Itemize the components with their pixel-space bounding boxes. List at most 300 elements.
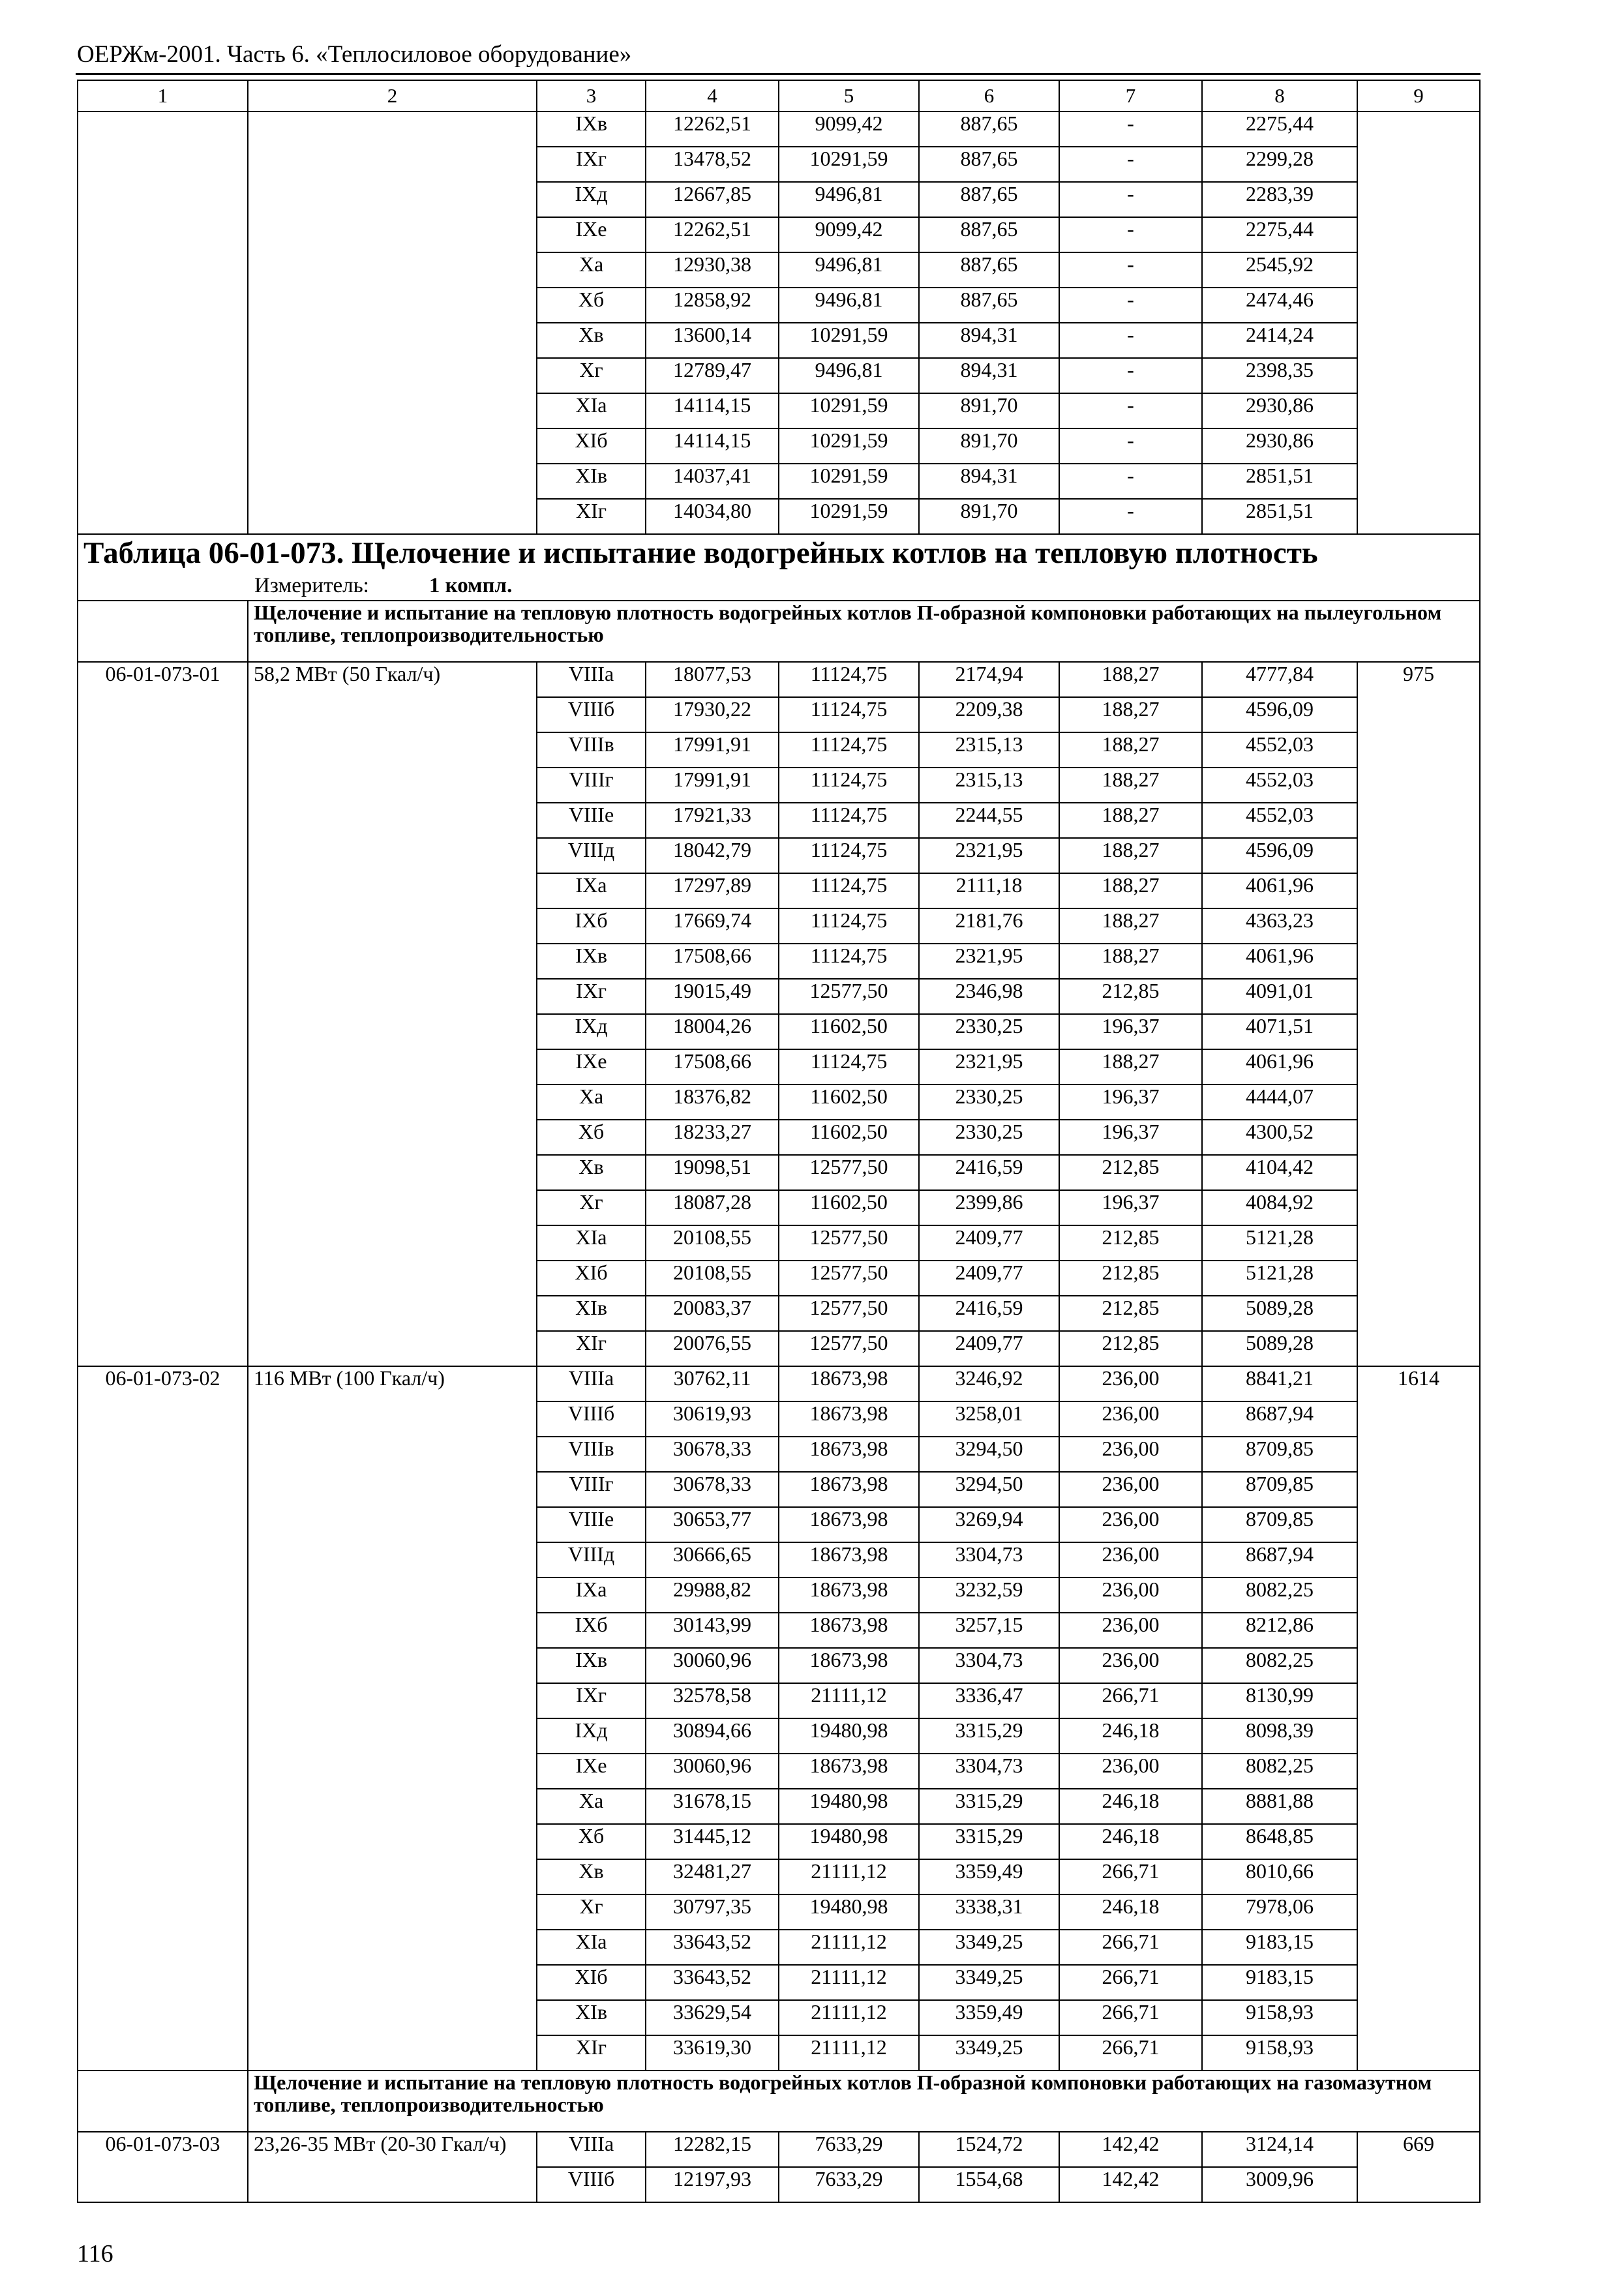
value-cell: 887,65 (919, 147, 1059, 182)
value-cell: 5121,28 (1202, 1261, 1357, 1296)
norm-code-cell: 06-01-073-02 (78, 1366, 248, 2071)
value-cell: IXе (537, 1754, 646, 1789)
value-cell: 188,27 (1059, 873, 1202, 908)
value-cell: 11124,75 (779, 1049, 919, 1085)
value-cell: XIв (537, 464, 646, 499)
value-cell: IXв (537, 112, 646, 147)
value-cell: 266,71 (1059, 1683, 1202, 1718)
value-cell: 887,65 (919, 288, 1059, 323)
value-cell: 12789,47 (646, 358, 779, 393)
value-cell: 4300,52 (1202, 1120, 1357, 1155)
value-cell: 196,37 (1059, 1085, 1202, 1120)
value-cell: IXв (537, 944, 646, 979)
value-cell: 2330,25 (919, 1120, 1059, 1155)
value-cell: 14114,15 (646, 393, 779, 428)
value-cell: 30060,96 (646, 1754, 779, 1789)
section-text: Щелочение и испытание на тепловую плотность водогрейных котлов П-образной компоновки работающих на газомазутном топливе, теплопроизводительностью (254, 2071, 1432, 2116)
norm-code-cell: 06-01-073-03 (78, 2132, 248, 2202)
value-cell: 9099,42 (779, 217, 919, 252)
value-cell: 2851,51 (1202, 464, 1357, 499)
value-cell: 3338,31 (919, 1894, 1059, 1930)
section-text-cell (248, 2071, 1480, 2132)
value-cell: 2409,77 (919, 1225, 1059, 1261)
value-cell: 18042,79 (646, 838, 779, 873)
value-cell: 17508,66 (646, 1049, 779, 1085)
value-cell: 3336,47 (919, 1683, 1059, 1718)
value-cell: 11124,75 (779, 873, 919, 908)
value-cell: 2275,44 (1202, 112, 1357, 147)
section-text: Щелочение и испытание на тепловую плотность водогрейных котлов П-образной компоновки работающих на пылеугольном топливе, теплопроизводительностью (254, 601, 1442, 646)
value-cell: 3269,94 (919, 1507, 1059, 1542)
value-cell: 9183,15 (1202, 1930, 1357, 1965)
norm-name-cell: 23,26-35 МВт (20-30 Гкал/ч) (248, 2132, 537, 2202)
value-cell: 188,27 (1059, 662, 1202, 697)
value-cell: 30797,35 (646, 1894, 779, 1930)
value-cell: - (1059, 112, 1202, 147)
value-cell: 8709,85 (1202, 1507, 1357, 1542)
value-cell: 188,27 (1059, 908, 1202, 944)
value-cell: 17991,91 (646, 732, 779, 768)
value-cell: 12577,50 (779, 1155, 919, 1190)
value-cell: 3304,73 (919, 1754, 1059, 1789)
value-cell: - (1059, 393, 1202, 428)
col9-cell: 975 (1357, 662, 1480, 1366)
value-cell: 11124,75 (779, 944, 919, 979)
value-cell: 212,85 (1059, 1155, 1202, 1190)
value-cell: 2275,44 (1202, 217, 1357, 252)
value-cell: 18673,98 (779, 1472, 919, 1507)
value-cell: 2315,13 (919, 768, 1059, 803)
value-cell: 236,00 (1059, 1401, 1202, 1437)
value-cell: 33629,54 (646, 2000, 779, 2035)
value-cell: VIIIе (537, 803, 646, 838)
value-cell: 188,27 (1059, 732, 1202, 768)
value-cell: 19480,98 (779, 1894, 919, 1930)
value-cell: 18233,27 (646, 1120, 779, 1155)
value-cell: VIIIг (537, 1472, 646, 1507)
header-divider (76, 73, 1481, 75)
value-cell: 8709,85 (1202, 1437, 1357, 1472)
value-cell: 8687,94 (1202, 1401, 1357, 1437)
value-cell: 4552,03 (1202, 768, 1357, 803)
value-cell: 2409,77 (919, 1261, 1059, 1296)
norm-code-cell (78, 112, 248, 534)
value-cell: 8130,99 (1202, 1683, 1357, 1718)
value-cell: 894,31 (919, 464, 1059, 499)
value-cell: 2315,13 (919, 732, 1059, 768)
table-body (78, 80, 1480, 2202)
value-cell: 12667,85 (646, 182, 779, 217)
value-cell: 236,00 (1059, 1472, 1202, 1507)
section-empty-cell (78, 2071, 248, 2132)
value-cell: 196,37 (1059, 1190, 1202, 1225)
value-cell: 3315,29 (919, 1824, 1059, 1859)
value-cell: 2930,86 (1202, 393, 1357, 428)
value-cell: IXа (537, 1578, 646, 1613)
value-cell: 18376,82 (646, 1085, 779, 1120)
value-cell: Xв (537, 1859, 646, 1894)
value-cell: 188,27 (1059, 803, 1202, 838)
value-cell: 30619,93 (646, 1401, 779, 1437)
value-cell: 2321,95 (919, 1049, 1059, 1085)
value-cell: 196,37 (1059, 1014, 1202, 1049)
value-cell: 19480,98 (779, 1824, 919, 1859)
value-cell: 887,65 (919, 252, 1059, 288)
value-cell: XIа (537, 1930, 646, 1965)
value-cell: 236,00 (1059, 1578, 1202, 1613)
value-cell: 4596,09 (1202, 697, 1357, 732)
value-cell: 21111,12 (779, 1965, 919, 2000)
value-cell: 12577,50 (779, 1331, 919, 1366)
value-cell: 891,70 (919, 393, 1059, 428)
value-cell: 21111,12 (779, 1930, 919, 1965)
value-cell: 32481,27 (646, 1859, 779, 1894)
value-cell: 2416,59 (919, 1296, 1059, 1331)
value-cell: 30894,66 (646, 1718, 779, 1754)
value-cell: 2321,95 (919, 944, 1059, 979)
value-cell: 4444,07 (1202, 1085, 1357, 1120)
section-header-row (78, 2071, 1480, 2132)
value-cell: 142,42 (1059, 2167, 1202, 2202)
value-cell: 7978,06 (1202, 1894, 1357, 1930)
value-cell: 5089,28 (1202, 1331, 1357, 1366)
value-cell: - (1059, 182, 1202, 217)
meter-value: 1 компл. (429, 574, 513, 597)
value-cell: 8010,66 (1202, 1859, 1357, 1894)
value-cell: 246,18 (1059, 1789, 1202, 1824)
value-cell: 18673,98 (779, 1754, 919, 1789)
value-cell: VIIIг (537, 768, 646, 803)
value-cell: 4552,03 (1202, 803, 1357, 838)
value-cell: 18087,28 (646, 1190, 779, 1225)
value-cell: 21111,12 (779, 1859, 919, 1894)
value-cell: 9496,81 (779, 252, 919, 288)
value-cell: Xа (537, 1085, 646, 1120)
value-cell: 18673,98 (779, 1542, 919, 1578)
value-cell: 9158,93 (1202, 2035, 1357, 2071)
value-cell: 11602,50 (779, 1190, 919, 1225)
value-cell: 3349,25 (919, 1965, 1059, 2000)
value-cell: 32578,58 (646, 1683, 779, 1718)
value-cell: - (1059, 252, 1202, 288)
value-cell: 5121,28 (1202, 1225, 1357, 1261)
value-cell: 14034,80 (646, 499, 779, 534)
value-cell: 2330,25 (919, 1014, 1059, 1049)
value-cell: 30653,77 (646, 1507, 779, 1542)
value-cell: 8212,86 (1202, 1613, 1357, 1648)
col-number: 8 (1202, 80, 1357, 112)
value-cell: 18673,98 (779, 1437, 919, 1472)
value-cell: 1524,72 (919, 2132, 1059, 2167)
value-cell: 11124,75 (779, 908, 919, 944)
value-cell: VIIIб (537, 697, 646, 732)
value-cell: VIIIб (537, 2167, 646, 2202)
value-cell: IXд (537, 182, 646, 217)
value-cell: 8881,88 (1202, 1789, 1357, 1824)
value-cell: 4596,09 (1202, 838, 1357, 873)
value-cell: 2474,46 (1202, 288, 1357, 323)
value-cell: 2399,86 (919, 1190, 1059, 1225)
value-cell: 30143,99 (646, 1613, 779, 1648)
value-cell: 18673,98 (779, 1613, 919, 1648)
value-cell: 20108,55 (646, 1261, 779, 1296)
value-cell: 11124,75 (779, 838, 919, 873)
value-cell: 212,85 (1059, 1225, 1202, 1261)
value-cell: 19015,49 (646, 979, 779, 1014)
value-cell: 188,27 (1059, 944, 1202, 979)
value-cell: 21111,12 (779, 2000, 919, 2035)
value-cell: 4777,84 (1202, 662, 1357, 697)
value-cell: 212,85 (1059, 1261, 1202, 1296)
value-cell: 236,00 (1059, 1648, 1202, 1683)
value-cell: 11602,50 (779, 1014, 919, 1049)
value-cell: 9496,81 (779, 182, 919, 217)
value-cell: 2209,38 (919, 697, 1059, 732)
value-cell: VIIIд (537, 1542, 646, 1578)
value-cell: 4091,01 (1202, 979, 1357, 1014)
value-cell: 30678,33 (646, 1437, 779, 1472)
value-cell: 4061,96 (1202, 873, 1357, 908)
value-cell: XIв (537, 1296, 646, 1331)
value-cell: IXд (537, 1014, 646, 1049)
value-cell: Xв (537, 323, 646, 358)
col-number: 4 (646, 80, 779, 112)
value-cell: - (1059, 288, 1202, 323)
value-cell: 11602,50 (779, 1120, 919, 1155)
value-cell: 891,70 (919, 499, 1059, 534)
value-cell: 18004,26 (646, 1014, 779, 1049)
value-cell: 12858,92 (646, 288, 779, 323)
value-cell: 2346,98 (919, 979, 1059, 1014)
value-cell: - (1059, 323, 1202, 358)
norms-table (77, 80, 1481, 2203)
section-empty-cell (78, 601, 248, 662)
value-cell: XIг (537, 1331, 646, 1366)
value-cell: - (1059, 217, 1202, 252)
value-cell: 13600,14 (646, 323, 779, 358)
value-cell: 9158,93 (1202, 2000, 1357, 2035)
value-cell: 2283,39 (1202, 182, 1357, 217)
value-cell: 236,00 (1059, 1754, 1202, 1789)
meter-label: Измеритель: (254, 574, 369, 597)
value-cell: 20083,37 (646, 1296, 779, 1331)
col9-cell (1357, 112, 1480, 534)
value-cell: 9183,15 (1202, 1965, 1357, 2000)
value-cell: Xа (537, 1789, 646, 1824)
value-cell: 14037,41 (646, 464, 779, 499)
value-cell: 8082,25 (1202, 1648, 1357, 1683)
value-cell: XIа (537, 1225, 646, 1261)
value-cell: 29988,82 (646, 1578, 779, 1613)
value-cell: 2299,28 (1202, 147, 1357, 182)
value-cell: 2398,35 (1202, 358, 1357, 393)
value-cell: 20108,55 (646, 1225, 779, 1261)
value-cell: 30762,11 (646, 1366, 779, 1401)
value-cell: 9099,42 (779, 112, 919, 147)
value-cell: 2545,92 (1202, 252, 1357, 288)
value-cell: XIг (537, 499, 646, 534)
value-cell: 236,00 (1059, 1437, 1202, 1472)
value-cell: 4061,96 (1202, 1049, 1357, 1085)
value-cell: 4084,92 (1202, 1190, 1357, 1225)
value-cell: 9496,81 (779, 358, 919, 393)
value-cell: 3232,59 (919, 1578, 1059, 1613)
value-cell: 246,18 (1059, 1894, 1202, 1930)
value-cell: Xб (537, 288, 646, 323)
value-cell: 31678,15 (646, 1789, 779, 1824)
value-cell: IXб (537, 1613, 646, 1648)
value-cell: 19480,98 (779, 1718, 919, 1754)
col9-cell: 1614 (1357, 1366, 1480, 2071)
value-cell: 236,00 (1059, 1366, 1202, 1401)
value-cell: VIIIв (537, 732, 646, 768)
value-cell: 236,00 (1059, 1613, 1202, 1648)
value-cell: 2330,25 (919, 1085, 1059, 1120)
value-cell: 21111,12 (779, 2035, 919, 2071)
col-number: 6 (919, 80, 1059, 112)
value-cell: 18077,53 (646, 662, 779, 697)
value-cell: - (1059, 147, 1202, 182)
table-row (78, 662, 1480, 697)
value-cell: 10291,59 (779, 393, 919, 428)
value-cell: Xб (537, 1824, 646, 1859)
value-cell: 20076,55 (646, 1331, 779, 1366)
value-cell: 11124,75 (779, 697, 919, 732)
value-cell: 12262,51 (646, 217, 779, 252)
value-cell: 8648,85 (1202, 1824, 1357, 1859)
value-cell: 12262,51 (646, 112, 779, 147)
value-cell: 3246,92 (919, 1366, 1059, 1401)
value-cell: 2409,77 (919, 1331, 1059, 1366)
value-cell: 18673,98 (779, 1507, 919, 1542)
value-cell: 12577,50 (779, 1296, 919, 1331)
value-cell: 11124,75 (779, 662, 919, 697)
value-cell: 3349,25 (919, 1930, 1059, 1965)
value-cell: 3315,29 (919, 1789, 1059, 1824)
value-cell: IXб (537, 908, 646, 944)
value-cell: 12577,50 (779, 979, 919, 1014)
value-cell: 12282,15 (646, 2132, 779, 2167)
value-cell: 10291,59 (779, 499, 919, 534)
value-cell: 10291,59 (779, 464, 919, 499)
value-cell: 10291,59 (779, 428, 919, 464)
value-cell: IXв (537, 1648, 646, 1683)
value-cell: 8709,85 (1202, 1472, 1357, 1507)
value-cell: Xб (537, 1120, 646, 1155)
value-cell: 8082,25 (1202, 1754, 1357, 1789)
norm-code-cell: 06-01-073-01 (78, 662, 248, 1366)
value-cell: 12577,50 (779, 1261, 919, 1296)
value-cell: 8082,25 (1202, 1578, 1357, 1613)
value-cell: 887,65 (919, 182, 1059, 217)
value-cell: 21111,12 (779, 1683, 919, 1718)
value-cell: IXг (537, 979, 646, 1014)
value-cell: 17930,22 (646, 697, 779, 732)
value-cell: - (1059, 499, 1202, 534)
value-cell: 13478,52 (646, 147, 779, 182)
value-cell: 17921,33 (646, 803, 779, 838)
value-cell: VIIIа (537, 1366, 646, 1401)
value-cell: 246,18 (1059, 1718, 1202, 1754)
value-cell: 18673,98 (779, 1578, 919, 1613)
value-cell: 188,27 (1059, 697, 1202, 732)
value-cell: 18673,98 (779, 1401, 919, 1437)
value-cell: 7633,29 (779, 2167, 919, 2202)
value-cell: 266,71 (1059, 2000, 1202, 2035)
value-cell: 4363,23 (1202, 908, 1357, 944)
value-cell: 33619,30 (646, 2035, 779, 2071)
value-cell: 1554,68 (919, 2167, 1059, 2202)
col9-cell: 669 (1357, 2132, 1480, 2202)
value-cell: 4104,42 (1202, 1155, 1357, 1190)
value-cell: IXе (537, 217, 646, 252)
value-cell: 894,31 (919, 358, 1059, 393)
table-title: Таблица 06-01-073. Щелочение и испытание водогрейных котлов на тепловую плотность (83, 536, 1318, 570)
value-cell: 10291,59 (779, 147, 919, 182)
value-cell: 887,65 (919, 112, 1059, 147)
col-number: 5 (779, 80, 919, 112)
value-cell: XIа (537, 393, 646, 428)
col-number: 9 (1357, 80, 1480, 112)
value-cell: 2414,24 (1202, 323, 1357, 358)
value-cell: Xг (537, 358, 646, 393)
section-text-cell (248, 601, 1480, 662)
value-cell: 3349,25 (919, 2035, 1059, 2071)
column-number-row (78, 80, 1480, 112)
value-cell: 11124,75 (779, 768, 919, 803)
value-cell: 33643,52 (646, 1965, 779, 2000)
value-cell: 891,70 (919, 428, 1059, 464)
value-cell: - (1059, 464, 1202, 499)
value-cell: 2181,76 (919, 908, 1059, 944)
value-cell: 4061,96 (1202, 944, 1357, 979)
value-cell: Xг (537, 1894, 646, 1930)
value-cell: 212,85 (1059, 1296, 1202, 1331)
table-row (78, 112, 1480, 147)
value-cell: 8098,39 (1202, 1718, 1357, 1754)
value-cell: 12930,38 (646, 252, 779, 288)
value-cell: 2321,95 (919, 838, 1059, 873)
col-number: 7 (1059, 80, 1202, 112)
value-cell: 18673,98 (779, 1648, 919, 1683)
value-cell: Xа (537, 252, 646, 288)
value-cell: 3124,14 (1202, 2132, 1357, 2167)
value-cell: 17669,74 (646, 908, 779, 944)
value-cell: 18673,98 (779, 1366, 919, 1401)
value-cell: XIб (537, 1965, 646, 2000)
value-cell: 33643,52 (646, 1930, 779, 1965)
value-cell: 212,85 (1059, 1331, 1202, 1366)
value-cell: IXе (537, 1049, 646, 1085)
value-cell: IXа (537, 873, 646, 908)
value-cell: VIIIа (537, 662, 646, 697)
value-cell: VIIIб (537, 1401, 646, 1437)
value-cell: 188,27 (1059, 838, 1202, 873)
value-cell: 19098,51 (646, 1155, 779, 1190)
value-cell: 188,27 (1059, 1049, 1202, 1085)
value-cell: 2930,86 (1202, 428, 1357, 464)
value-cell: 3359,49 (919, 1859, 1059, 1894)
value-cell: 19480,98 (779, 1789, 919, 1824)
value-cell: XIб (537, 428, 646, 464)
value-cell: 236,00 (1059, 1507, 1202, 1542)
value-cell: 3294,50 (919, 1437, 1059, 1472)
value-cell: 17508,66 (646, 944, 779, 979)
value-cell: 11124,75 (779, 803, 919, 838)
value-cell: VIIIа (537, 2132, 646, 2167)
value-cell: 142,42 (1059, 2132, 1202, 2167)
value-cell: 11124,75 (779, 732, 919, 768)
